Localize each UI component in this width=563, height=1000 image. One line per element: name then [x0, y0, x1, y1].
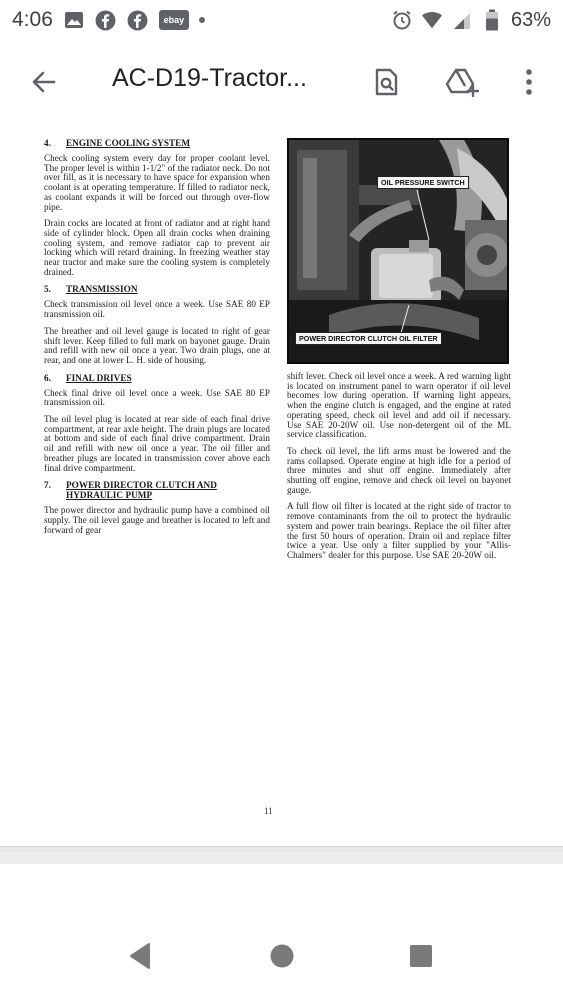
square-recents-icon [409, 944, 433, 968]
section-transmission [44, 284, 270, 365]
wifi-icon [421, 9, 443, 31]
paragraph: The oil level plug is located at rear side of each final drive compartment, at rear axle height. The drain plugs are located at bottom and side of each final drive compartment. Drain oil and refill with new oil once a year. The oil filler and breather plugs are located in transmission cover above each final drive compartment. [44, 414, 270, 473]
system-navigation-bar [0, 864, 563, 1000]
paragraph: Check cooling system every day for proper coolant level. The proper level is within 1-1/2" of the radiator neck. Do not over fill, as it is necessary to have space for expansion when coolant is at operating temperature. If filled to radiator neck, as coolant expands it will be forced out through over-flow pipe. [44, 153, 270, 212]
image-icon [63, 9, 85, 31]
paragraph: shift lever. Check oil level once a week. A red warning light is located on instrument panel to warn operator if oil level becomes low during operation. If warning light appears, when the engine clutch is engaged, and the engine at rated operating speed, check oil level and add oil if necessary. Use SAE 20-20W oil. Use non-detergent oil of the ML service classification. [287, 371, 511, 440]
page-number: 11 [264, 806, 273, 816]
back-button[interactable] [22, 60, 66, 104]
section-heading: 4. ENGINE COOLING SYSTEM [44, 138, 191, 148]
battery-icon [481, 9, 503, 31]
more-options-button[interactable] [507, 60, 551, 104]
dot-icon [199, 17, 205, 23]
more-vert-icon [525, 68, 533, 96]
oil-pressure-switch-label: OIL PRESSURE SWITCH [377, 176, 469, 189]
paragraph: Check final drive oil level once a week. Use SAE 80 EP transmission oil. [44, 387, 270, 408]
section-final-drives [44, 373, 270, 474]
ebay-icon: ebay [159, 10, 189, 30]
circle-home-icon [269, 943, 295, 969]
document-page [0, 124, 563, 846]
paragraph: A full flow oil filter is located at the right side of tractor to remove contaminants from the oil to protect the hydraulic system and power train bearings. Replace the oil filter after the first 50 hours of operation. Drain oil and replace filter twice a year. Use only a filter supplied by your "Allis-Chalmers" dealer for this purpose. Use SAE 20-20W oil. [287, 501, 511, 560]
nav-back-button[interactable] [120, 936, 160, 976]
section-power-director [44, 480, 270, 535]
section-engine-cooling [44, 138, 270, 277]
paragraph: To check oil level, the lift arms must be lowered and the rams collapsed. Operate engine at high idle for a period of three minutes and shut off engine. Immediately after shutting off engine, remove and check oil level on bayonet gauge. [287, 445, 511, 495]
add-to-drive-icon [445, 67, 479, 97]
nav-recents-button[interactable] [401, 936, 441, 976]
status-time: 4:06 [12, 8, 53, 31]
search-in-document-button[interactable] [364, 60, 408, 104]
app-bar [0, 40, 563, 124]
status-bar [0, 0, 563, 40]
section-heading: 6. FINAL DRIVES [44, 372, 132, 383]
triangle-back-icon [127, 942, 153, 970]
status-right [391, 0, 551, 40]
arrow-back-icon [30, 68, 58, 96]
right-column [287, 372, 511, 568]
document-title: AC-D19-Tractor... [112, 64, 307, 92]
clutch-oil-filter-label: POWER DIRECTOR CLUTCH OIL FILTER [295, 332, 442, 345]
document-viewport[interactable] [0, 124, 563, 850]
facebook-icon [127, 9, 149, 31]
engine-photo-illustration [289, 140, 509, 364]
paragraph: Drain cocks are located at front of radiator and at right hand side of cylinder block. Open all drain cocks when draining cooling system, and remove radiator cap to prevent air locking which will retard draining. In freezing weather stay near tractor and make sure the cooling system is completely drained. [44, 218, 270, 277]
paragraph: The breather and oil level gauge is located to right of gear shift lever. Keep filled to full mark on bayonet gauge. Drain and refill with new oil once a year. Two drain plugs, one at rear, and one at lower L. H. side of housing. [44, 325, 270, 365]
status-left [12, 8, 205, 32]
left-column [44, 138, 270, 542]
alarm-icon [391, 9, 413, 31]
battery-percent: 63% [510, 8, 551, 31]
facebook-icon [95, 9, 117, 31]
add-to-drive-button[interactable] [440, 60, 484, 104]
section-heading: 5. TRANSMISSION [44, 284, 138, 295]
paragraph: The power director and hydraulic pump have a combined oil supply. The oil level gauge and breather is located to left and forward of gear [44, 505, 270, 535]
nav-home-button[interactable] [262, 936, 302, 976]
tractor-engine-photo [287, 138, 509, 364]
page-bottom-divider [0, 850, 563, 864]
section-heading: 7. POWER DIRECTOR CLUTCH AND HYDRAULIC PUMP [44, 480, 217, 501]
find-in-page-icon [371, 67, 401, 97]
paragraph: Check transmission oil level once a week. Use SAE 80 EP transmission oil. [44, 299, 270, 320]
signal-icon [451, 9, 473, 31]
